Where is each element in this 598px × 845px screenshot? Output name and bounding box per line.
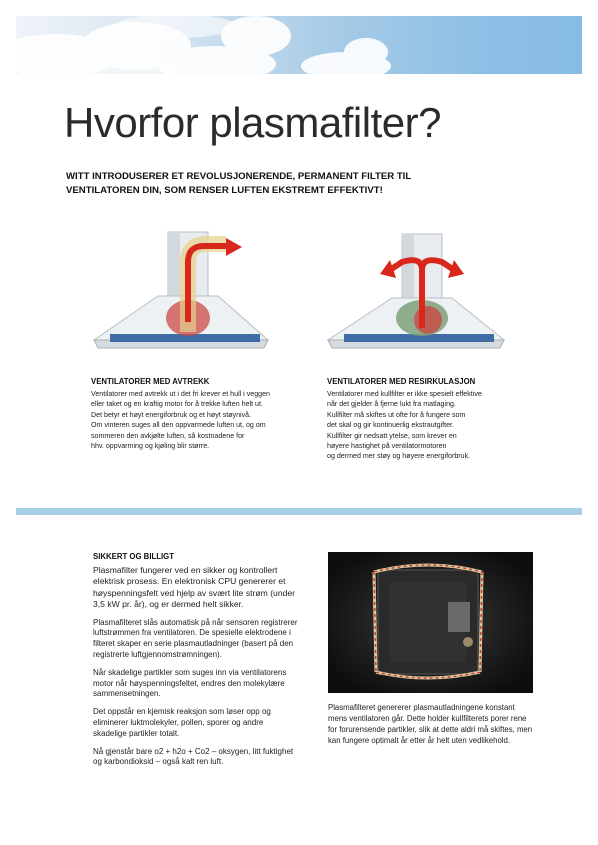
intro-text: WITT INTRODUSERER ET REVOLUSJONERENDE, PERMANENT FILTER TIL VENTILATOREN DIN, SOM RENSER LUFTEN EKSTREMT EFFEKTIVT! <box>66 171 412 196</box>
clouds-graphic <box>16 16 582 74</box>
plasma-filter-photo <box>328 552 533 693</box>
page-title: Hvorfor plasmafilter? <box>64 99 441 146</box>
column-heading-recirculation: VENTILATORER MED RESIRKULASJON <box>327 377 476 386</box>
plasma-filter-image <box>328 552 533 693</box>
recirculation-hood-illustration <box>324 228 524 358</box>
body-paragraph: Det oppstår en kjemisk reaksjon som løser opp og eliminerer luktmolekyler, pollen, sporer og andre skadelige partikler totalt. <box>93 707 271 738</box>
photo-caption: Plasmafilteret genererer plasmautladningene konstant mens ventilatoren går. Dette holder kullfilterets porer rene for forurensende partikler, slik at dette aldri må skiftes, men kan fungere optimalt år etter år helt uten vedlikehold. <box>328 703 533 745</box>
body-paragraph: Plasmafilter fungerer ved en sikker og kontrollert elektrisk prosess. En elektronisk CPU genererer et høyspenningsfelt ved hjelp av svært lite strøm (under 3,5 kW pr. år), og er dermed helt sikker. <box>93 565 296 610</box>
section-heading: SIKKERT OG BILLIGT <box>93 552 174 561</box>
column-text-exhaust: Ventilatorer med avtrekk ut i det fri krever et hull i veggen eller taket og en kraftig motor for å trekke luften helt ut. Det betyr et høyt energiforbruk og et høyt støynivå. Om vinteren suges all den oppvarmede luften ut, og om sommeren den avkjølte luften, så kostnadene for hhv. oppvarming og kjøling blir større. <box>91 390 271 451</box>
column-heading-exhaust: VENTILATORER MED AVTREKK <box>91 377 210 386</box>
column-text-recirculation: Ventilatorer med kullfilter er ikke spesielt effektive når det gjelder å fjerne lukt fra matlaging. Kullfilter må skiftes ut ofte for å fungere som det skal og gir kontinuerlig ekstrautgifter. Kullfilter gir nedsatt ytelse, som krever en høyere hastighet på ventilatormotoren og dermed mer støy og høyere energiforbruk. <box>327 390 482 461</box>
exhaust-hood-illustration <box>88 222 284 358</box>
body-paragraph: Når skadelige partikler som suges inn via ventilatorens motor når høyspenningsfeltet, endres den molekylære sammensetningen. <box>93 667 287 699</box>
body-paragraph: Nå gjenstår bare o2 + h2o + Co2 – oksygen, litt fuktighet og karbondioksid – også kalt ren luft. <box>93 746 294 767</box>
sky-banner <box>16 16 582 74</box>
section-divider <box>16 508 582 515</box>
body-paragraph: Plasmafilteret slås automatisk på når sensoren registrerer luftstrømmen fra ventilatoren. De spesielle elektrodene i filteret skaper en serie plasmautladninger (basert på den registrerte luftgjennomstrømningen). <box>93 617 298 660</box>
section-body <box>93 565 299 775</box>
